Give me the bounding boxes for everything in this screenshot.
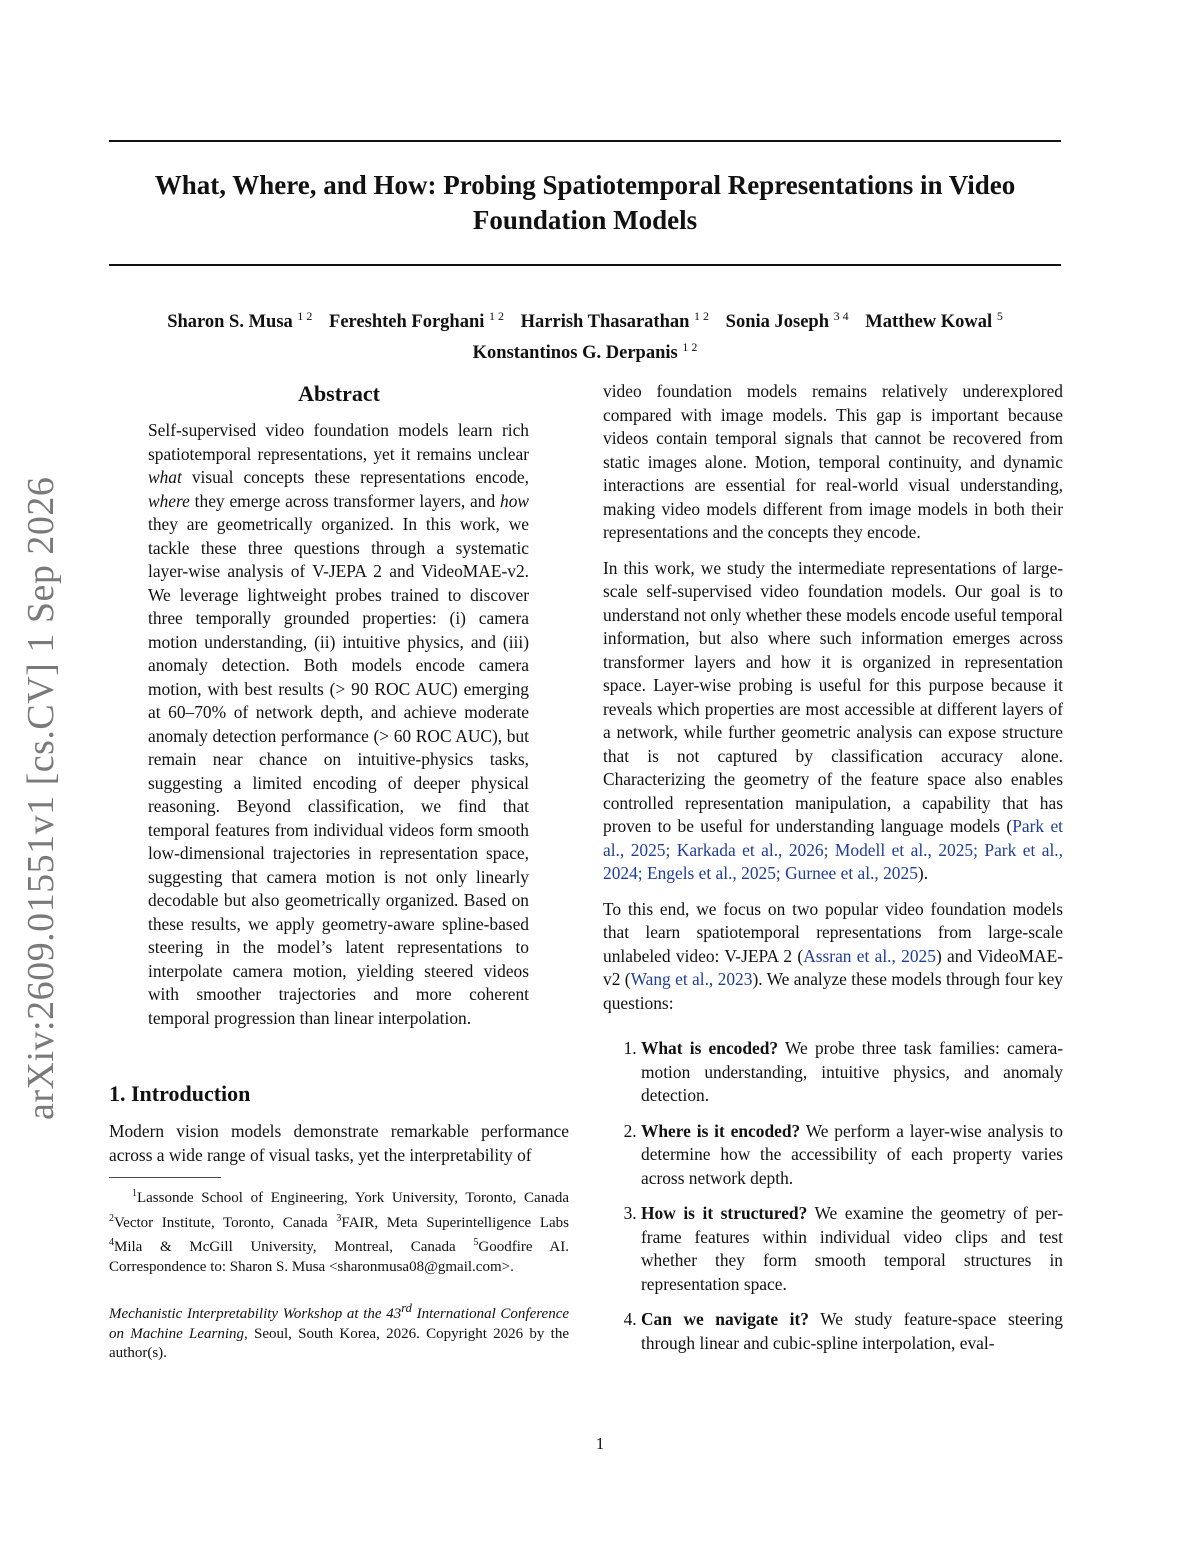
introduction-heading: 1. Introduction: [109, 1081, 251, 1106]
list-item: 1. What is encoded? We probe three task families: camera-motion understanding, intuitive physics, and anomaly detection.: [641, 1037, 1063, 1108]
page-number: 1: [595, 1434, 605, 1453]
right-paragraph: To this end, we focus on two popular video foundation models that learn spatiotemporal representations from large-scale unlabeled video: V-JEPA 2 (Assran et al., 2025) and VideoMAE-v2 (Wang et al., 2023). We analyze these models through four key questions:: [603, 898, 1063, 1013]
paper-title: What, Where, and How: Probing Spatiotemporal Representations in Video Foundation Models: [154, 170, 1016, 235]
affiliations-footnote: $^1$Lassonde School of Engineering, York University, Toronto, Canada $^2$Vector Institute, Toronto, Canada $^3$FAIR, Meta Superintelligence Labs $^4$Mila & McGill University, Montreal, Canada $^5$Goodfire AI. Correspondence to: Sharon S. Musa <sharonmusa08@gmail.com>.: [109, 1188, 570, 1275]
introduction-paragraph: Modern vision models demonstrate remarkable performance across a wide range of visual tasks, yet the interpretability of: [109, 1121, 569, 1165]
key-questions-list: [603, 1037, 1063, 1355]
right-paragraph: video foundation models remains relatively underexplored compared with image models. This gap is important because videos contain temporal signals that cannot be recovered from static images alone. Motion, temporal continuity, and dynamic interactions are essential for real-world visual understanding, making video models different from image models in both their representations and the concepts they encode.: [603, 381, 1063, 542]
list-item: 3. How is it structured? We examine the geometry of per-frame features within individual video clips and test whether they form smooth temporal structures in representation space.: [641, 1202, 1063, 1296]
author: Sonia Joseph $^{3 4}$: [725, 309, 849, 333]
author: Sharon S. Musa $^{1 2}$: [167, 309, 313, 333]
citation-link[interactable]: Wang et al., 2023: [630, 969, 753, 989]
title-rule-bottom: [109, 264, 1061, 266]
author-list: [109, 304, 1061, 366]
citation-link[interactable]: Assran et al., 2025: [803, 945, 936, 966]
author: Konstantinos G. Derpanis $^{1 2}$: [472, 340, 698, 364]
author: Harrish Thasarathan $^{1 2}$: [520, 309, 710, 333]
author: Matthew Kowal $^5$: [865, 309, 1003, 333]
left-column: [109, 380, 569, 1364]
citation-link[interactable]: Park et al., 2025; Karkada et al., 2026; Modell et al., 2025; Park et al., 2024; Engels et al., 2025; Gurnee et al., 2025: [603, 816, 1063, 883]
abstract-heading: Abstract: [298, 381, 380, 406]
arxiv-identifier: arXiv:2609.01551v1 [cs.CV] 1 Sep 2026: [20, 476, 62, 1120]
conference-note: Mechanistic Interpretability Workshop at the 43rd International Conference on Machine Learning, Seoul, South Korea, 2026. Copyright 2026 by the author(s).: [109, 1301, 570, 1361]
list-item: 4. Can we navigate it? We study feature-space steering through linear and cubic-spline interpolation, eval-: [641, 1308, 1063, 1355]
right-paragraph: In this work, we study the intermediate representations of large-scale self-supervised video foundation models. Our goal is to understand not only whether these models encode useful temporal information, but also where such information emerges across transformer layers and how it is organized in representation space. Layer-wise probing is useful for this purpose because it reveals which properties are most accessible at different layers of a network, while further geometric analysis can expose structure that is not captured by classification accuracy alone. Characterizing the geometry of the feature space also enables controlled representation manipulation, a capability that has proven to be useful for understanding language models (Park et al., 2025; Karkada et al., 2026; Modell et al., 2025; Park et al., 2024; Engels et al., 2025; Gurnee et al., 2025).: [603, 557, 1063, 883]
right-column: [603, 380, 1063, 1367]
title-rule-top: [109, 140, 1061, 142]
abstract-text: Self-supervised video foundation models learn rich spatiotemporal representations, yet it remains unclear what visual concepts these representations encode, where they emerge across transformer layers, and how they are geometrically organized. In this work, we tackle these three questions through a systematic layer-wise analysis of V-JEPA 2 and VideoMAE-v2. We leverage lightweight probes trained to discover three temporally grounded properties: (i) camera motion understanding, (ii) intuitive physics, and (iii) anomaly detection. Both models encode camera motion, with best results (> 90 ROC AUC) emerging at 60–70% of network depth, and achieve moderate anomaly detection performance (> 60 ROC AUC), but remain near chance on intuitive-physics tasks, suggesting a limited encoding of deeper physical reasoning. Beyond classification, we find that temporal features from individual videos form smooth low-dimensional trajectories in representation space, suggesting that camera motion is not only linearly decodable but also geometrically organized. Based on these results, we apply geometry-aware spline-based steering in the model’s latent representations to interpolate camera motion, yielding steered videos with smoother trajectories and more coherent temporal progression than linear interpolation.: [148, 420, 529, 1028]
footnote-rule: [109, 1177, 221, 1178]
list-item: 2. Where is it encoded? We perform a layer-wise analysis to determine how the accessibility of each property varies across network depth.: [641, 1120, 1063, 1191]
author: Fereshteh Forghani $^{1 2}$: [329, 309, 505, 333]
